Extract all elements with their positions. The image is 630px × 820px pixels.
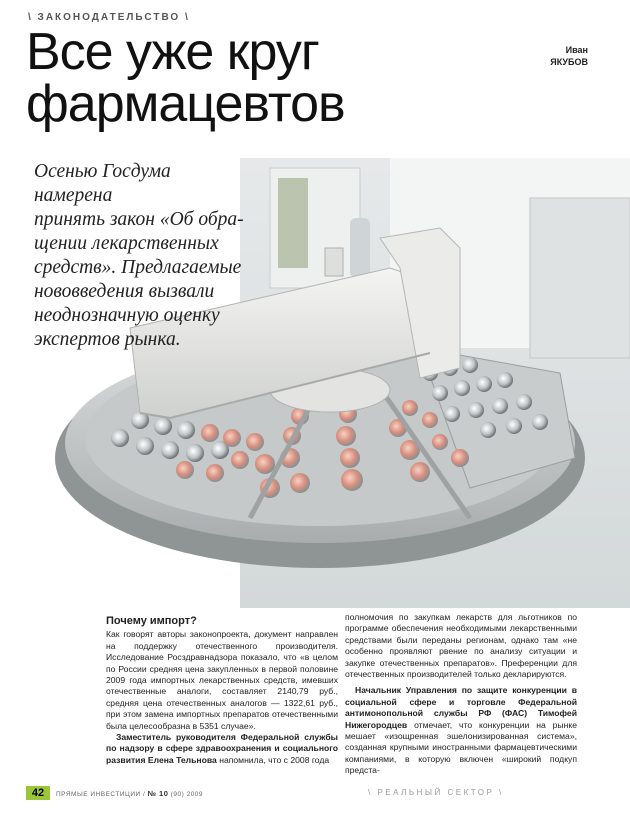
paragraph: полномочия по закупкам лекарств для льготников по программе обеспечения необходимыми лекарственными средствами были переданы регионам, однако там «не особенно проявляют рвение по анализу ситуации и закупке отечественных препаратов». Преференции для отечественных производителей только декларируются.	[345, 612, 577, 680]
lede	[34, 160, 249, 352]
section-label: \ ЗАКОНОДАТЕЛЬСТВО \	[28, 12, 190, 23]
lede-line: щении лекарственных	[34, 233, 219, 254]
headline-line-1: Все уже круг	[26, 23, 319, 81]
subheading-why-import: Почему импорт?	[106, 615, 197, 627]
lede-line: нововведения вызвали	[34, 281, 215, 302]
article-column-2	[345, 612, 577, 777]
article-column-1	[106, 616, 338, 766]
paragraph-text: напомнила, что с 2008 года	[216, 754, 330, 765]
lede-line: Осенью Госдума намерена	[34, 161, 171, 206]
bold-lead: Заместитель руководителя Федеральной службы по надзору в сфере здравоохранения и социального развития Елена Тельнова	[106, 732, 338, 765]
bold-lead: Начальник Управления по защите конкуренции в социальной сфере и торговле Федеральной антимонопольной службы РФ (ФАС) Тимофей Нижегородцев	[345, 685, 577, 730]
issue-number: № 10	[147, 789, 169, 798]
paragraph: Как говорят авторы законопроекта, документ направлен на поддержку отечественного производителя. Исследование Росздравнадзора показало, что «в целом по России средняя цена закупленных в первой половине 2009 года импортных лекарственных средств, имевших отечественные аналоги, составляет 2140,79 руб., средняя цена отечественных аналогов — 1322,61 руб., при этом замена импортных препаратов отечественными была целесообразна в 5351 случае».	[106, 629, 338, 731]
paragraph-text: отмечает, что конкуренции на рынке мешает «изощренная эшелонизированная система», созданная крупными иностранными фармацевтическими компаниями, в которую включен «широкий подкуп предста-	[345, 719, 577, 776]
lede-line: принять закон «Об обра-	[34, 209, 244, 230]
paragraph	[106, 732, 338, 766]
page-number: 42	[26, 786, 50, 800]
paragraph	[345, 685, 577, 776]
section-footer: \ РЕАЛЬНЫЙ СЕКТОР \	[368, 788, 504, 797]
lede-line: неоднозначную оценку	[34, 305, 220, 326]
headline-line-2: фармацевтов	[26, 75, 345, 133]
magazine-name: ПРЯМЫЕ ИНВЕСТИЦИИ /	[56, 791, 148, 798]
author-first-name: Иван	[565, 45, 588, 55]
lede-line: экспертов рынка.	[34, 329, 181, 350]
lede-line: средств». Предлагаемые	[34, 257, 242, 278]
issue-year: (90) 2009	[168, 791, 204, 798]
author-byline	[550, 44, 588, 68]
magazine-footer	[56, 789, 203, 798]
section-tag	[28, 12, 190, 23]
author-last-name: ЯКУБОВ	[550, 57, 588, 67]
headline	[26, 23, 446, 133]
